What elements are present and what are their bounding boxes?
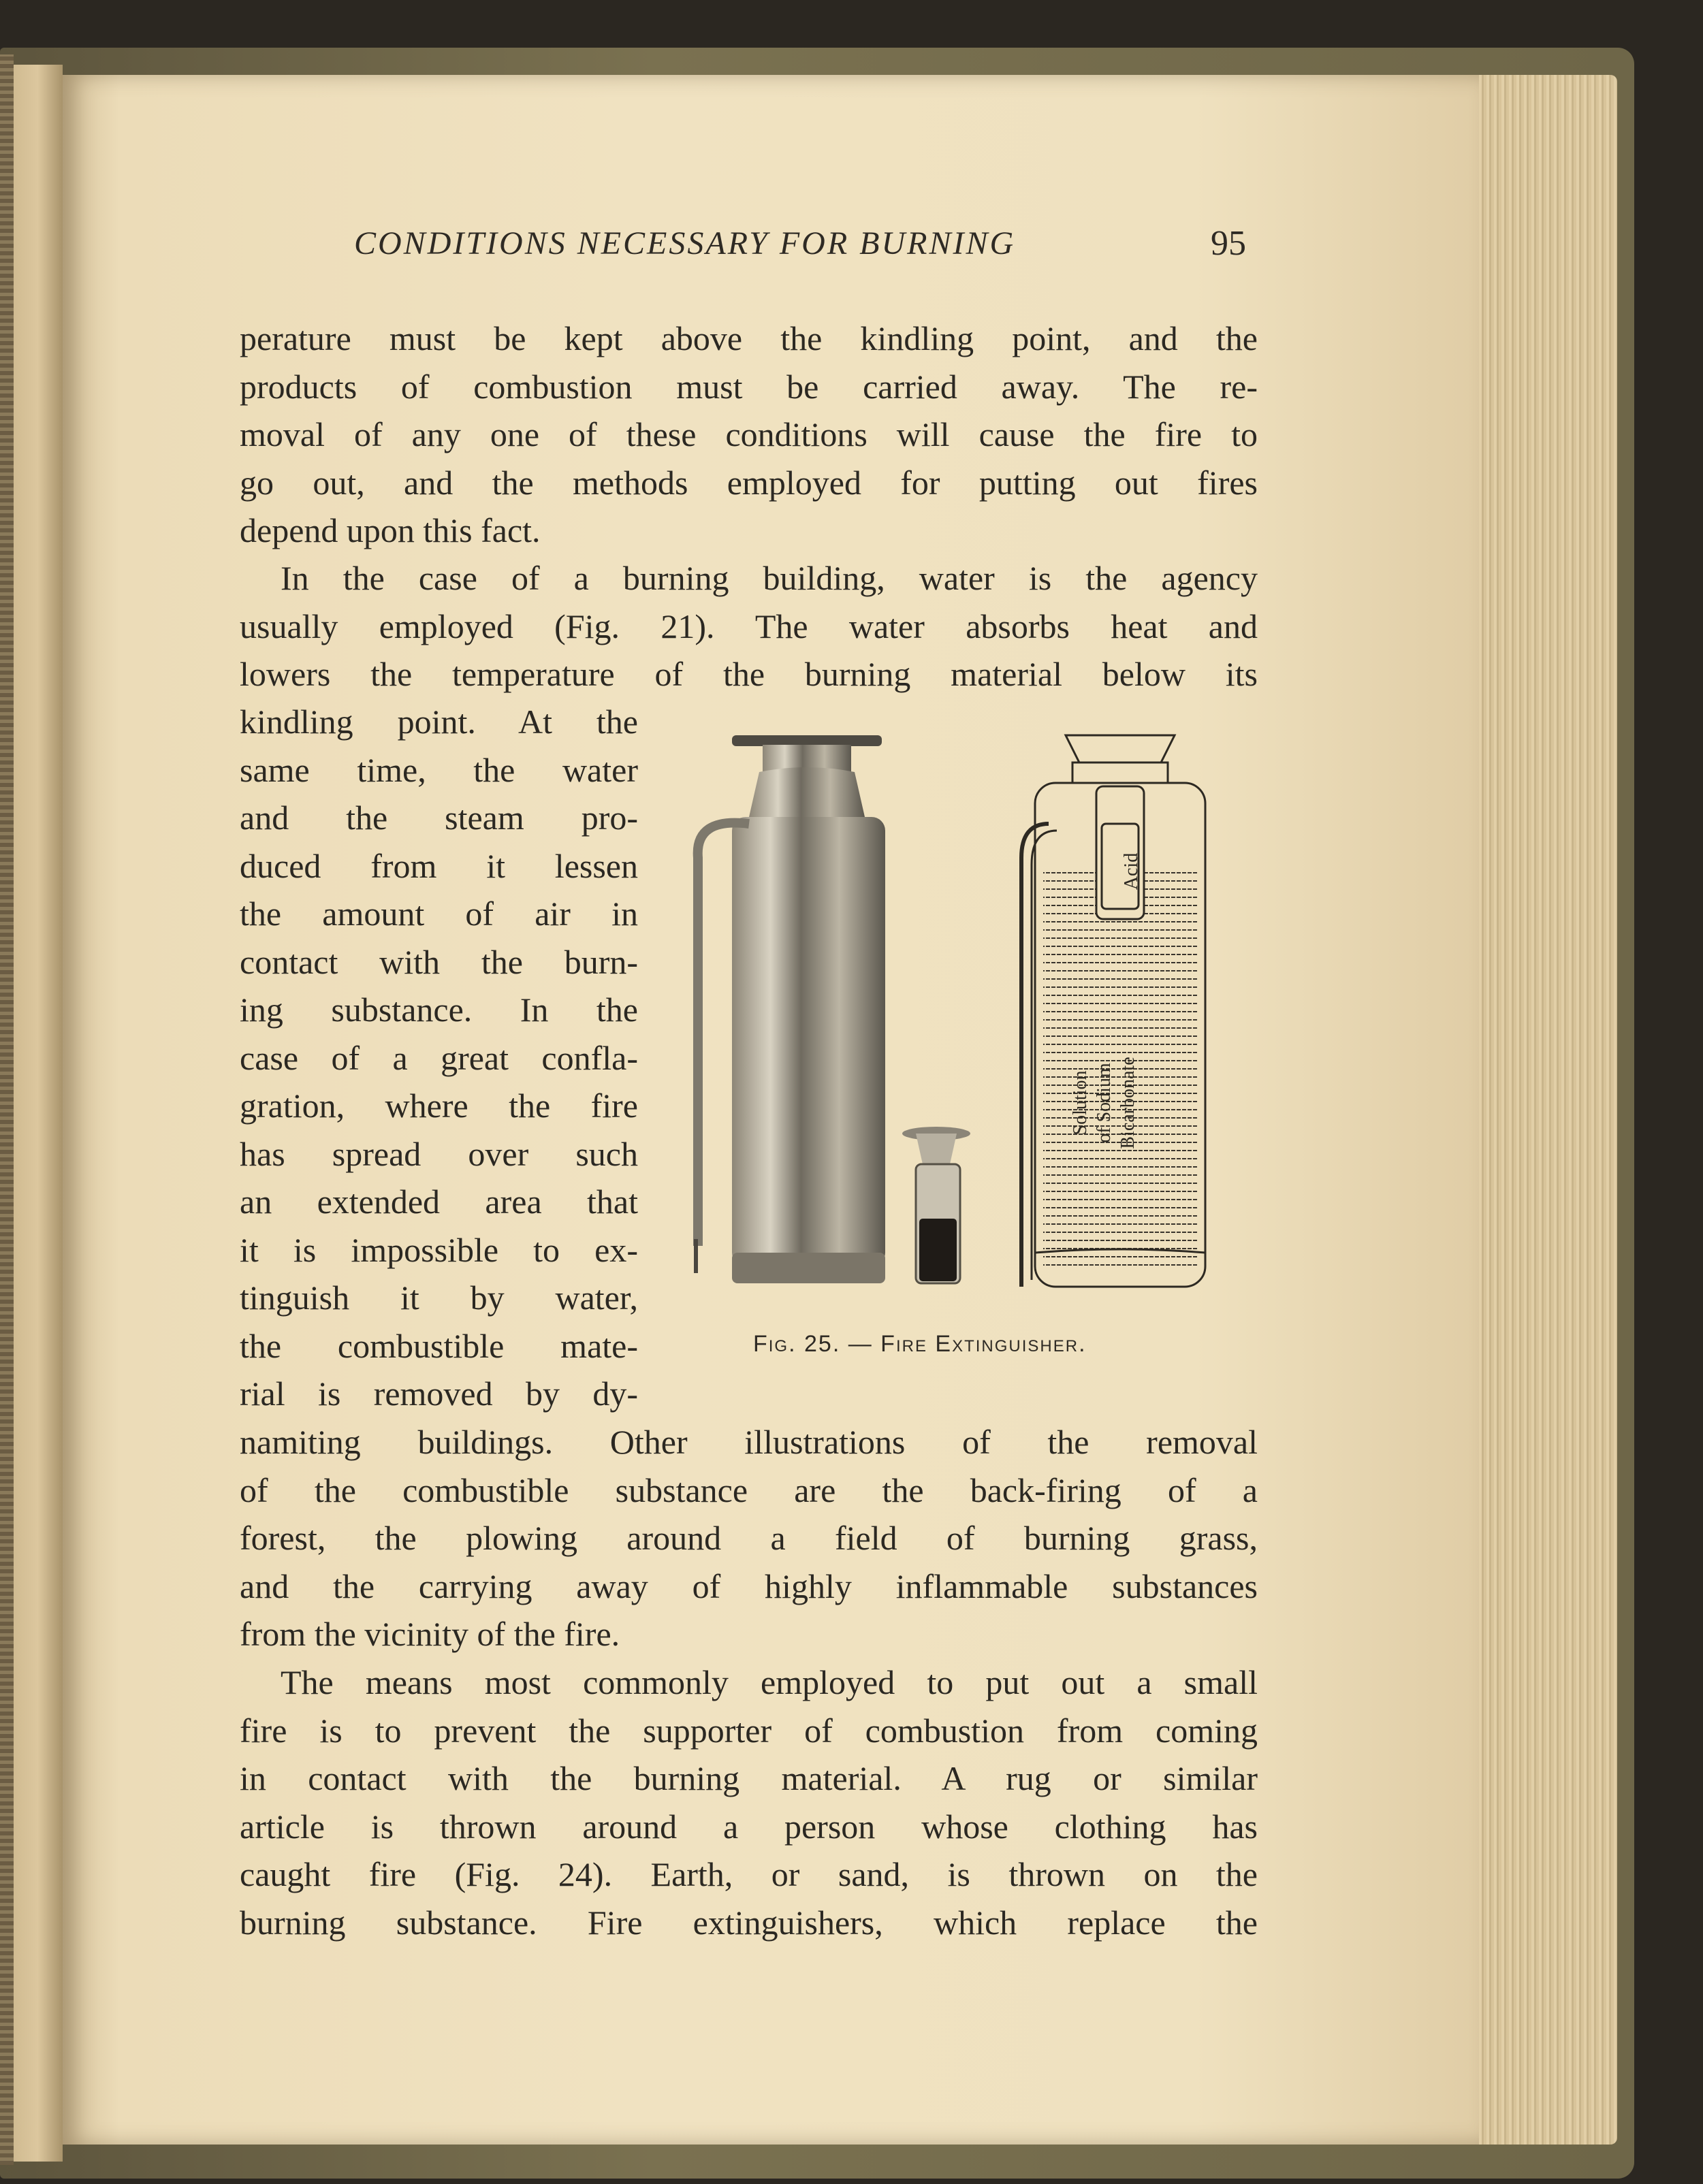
page-edges (1464, 75, 1617, 2145)
text-line: forest, the plowing around a field of burning grass, (240, 1519, 1258, 1557)
page-number: 95 (1211, 224, 1246, 263)
solution-label: Solution (1070, 1070, 1091, 1136)
text-line: in contact with the burning material. A rug or similar (240, 1759, 1258, 1797)
text-line: of the combustible substance are the back-firing of a (240, 1471, 1258, 1509)
paragraph-2-top (240, 554, 1258, 698)
text-line: moval of any one of these conditions will cause the fire to (240, 415, 1258, 453)
text-line: lowers the temperature of the burning material below its (240, 655, 1258, 693)
text-line: and the steam pro- (240, 799, 638, 837)
text-line: the amount of air in (240, 895, 638, 933)
text-line: tinguish it by water, (240, 1279, 638, 1317)
text-line: In the case of a burning building, water is the agency (281, 559, 1258, 597)
text-line: contact with the burn- (240, 942, 638, 981)
paragraph-2-bottom (240, 1418, 1258, 1658)
caption-label: Fig. 25. (753, 1331, 841, 1357)
text-line: rial is removed by dy- (240, 1375, 638, 1413)
text-line: has spread over such (240, 1134, 638, 1173)
bicarbonate-label: Bicarbonate (1117, 1057, 1139, 1149)
text-line: article is thrown around a person whose clothing has (240, 1807, 1258, 1846)
caption-title: Fire Extinguisher. (880, 1331, 1087, 1357)
text-line: perature must be kept above the kindling point, and the (240, 319, 1258, 357)
text-line: usually employed (Fig. 21). The water absorbs heat and (240, 607, 1258, 645)
running-head: CONDITIONS NECESSARY FOR BURNING (354, 225, 1016, 261)
paragraph-2-column (240, 698, 638, 1418)
text-line: the combustible mate- (240, 1326, 638, 1365)
text-line: depend upon this fact. (240, 511, 541, 549)
text-line: and the carrying away of highly inflammable substances (240, 1567, 1258, 1605)
text-line: kindling point. At the (240, 703, 638, 741)
paragraph-1 (240, 315, 1258, 555)
binding-edge (0, 54, 14, 2165)
text-line: an extended area that (240, 1183, 638, 1221)
text-line: caught fire (Fig. 24). Earth, or sand, is thrown on the (240, 1855, 1258, 1893)
figure-labels (681, 722, 1267, 1328)
text-line: from the vicinity of the fire. (240, 1615, 620, 1653)
text-line: case of a great confla- (240, 1038, 638, 1077)
text-line: it is impossible to ex- (240, 1230, 638, 1269)
text-line: ing substance. In the (240, 991, 638, 1029)
acid-label: Acid (1121, 852, 1142, 890)
text-line: namiting buildings. Other illustrations of the removal (240, 1423, 1258, 1461)
text-line: burning substance. Fire extinguishers, which replace the (240, 1903, 1258, 1942)
figure-caption (753, 1331, 1271, 1358)
figure-fire-extinguisher (681, 722, 1267, 1389)
text-line: duced from it lessen (240, 846, 638, 885)
text-line: The means most commonly employed to put out a small (281, 1663, 1258, 1701)
text-line: fire is to prevent the supporter of combustion from coming (240, 1711, 1258, 1750)
paragraph-3 (240, 1658, 1258, 1946)
of-sodium-label: of Sodium (1094, 1063, 1115, 1143)
text-line: products of combustion must be carried away. The re- (240, 367, 1258, 406)
text-line: gration, where the fire (240, 1087, 638, 1125)
text-line: same time, the water (240, 750, 638, 789)
caption-dash: — (848, 1331, 873, 1357)
text-line: go out, and the methods employed for putting out fires (240, 463, 1258, 502)
